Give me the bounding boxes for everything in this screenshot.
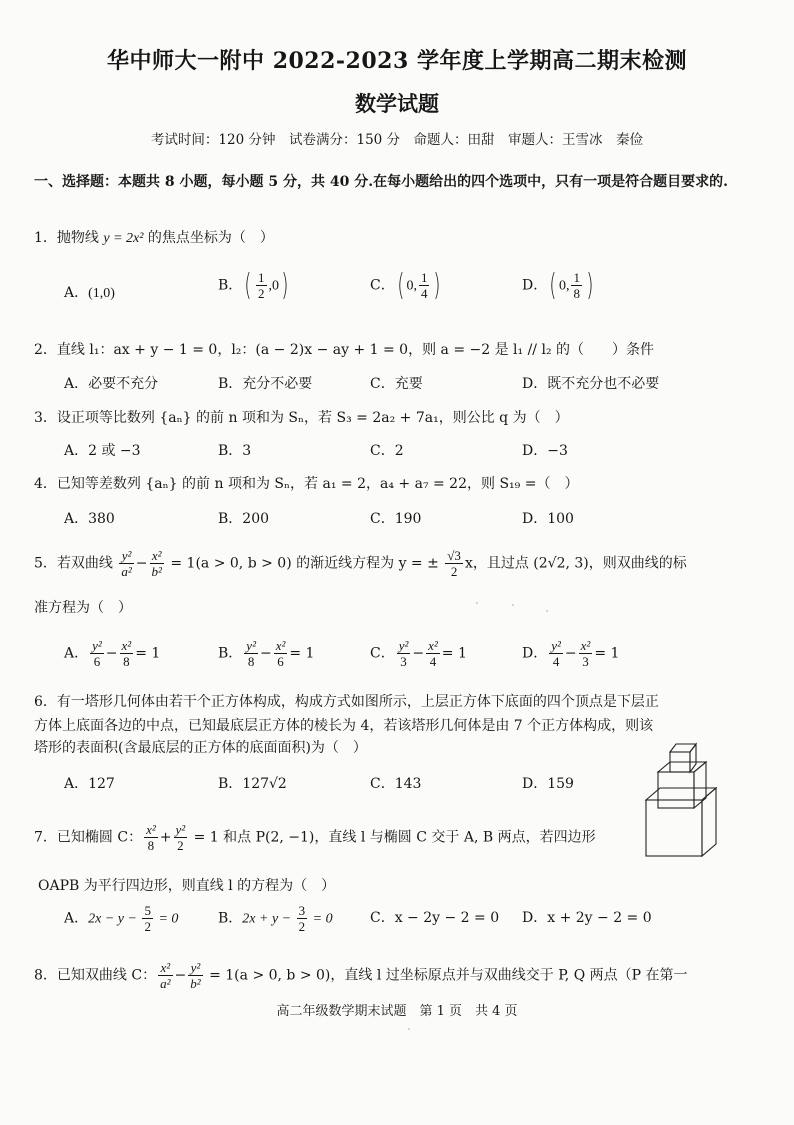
option-c: C．充要 [370, 376, 423, 392]
option-a: A．127 [64, 776, 115, 792]
question-7-continued: OAPB 为平行四边形，则直线 l 的方程为（ ） [38, 878, 336, 894]
question-6-line-2: 方体上底面各边的中点，已知最底层正方体的棱长为 4，若该塔形几何体是由 7 个正方体构成，则该 [34, 718, 654, 734]
option-b: B．2x + y − $\frac{3}{2}$ = 0 [218, 903, 333, 934]
option-a: A．必要不充分 [64, 376, 159, 392]
question-6-line-3: 塔形的表面积(含最底层的正方体的底面面积)为（ ） [34, 740, 367, 756]
option-b: B．( $\frac{1}{2}$ ,0) [218, 267, 289, 303]
option-b: B．3 [218, 443, 252, 459]
question-5: 5．若双曲线 $\frac{\text{y²}}{\text{a²}}$ − $\frac{\text{x²}}{\text{b²}}$ = 1(a > 0, b > 0) 的渐近线方程为 y = ± $\frac{√3}{2}$ x，且过点 (2√2, 3)，则双曲线的标 [34, 548, 687, 579]
exam-meta: 考试时间：120 分钟 试卷满分：150 分 命题人：田甜 审题人：王雪冰 秦俭 [150, 132, 644, 148]
option-d: D．( 0, $\frac{1}{8}$ ) [522, 267, 594, 303]
option-c: C．2 [370, 443, 404, 459]
scan-speck [512, 604, 514, 606]
question-4: 4．已知等差数列 {aₙ} 的前 n 项和为 Sₙ，若 a₁ = 2，a₄ + a₇ = 22，则 S₁₉ =（ ） [34, 476, 579, 492]
question-5-continued: 准方程为（ ） [34, 600, 132, 616]
exam-title: 华中师大一附中 2022-2023 学年度上学期高二期末检测 [107, 48, 687, 74]
option-c: C．x − 2y − 2 = 0 [370, 910, 500, 926]
question-text: 抛物线 [56, 230, 104, 246]
option-a: A．(1,0) [64, 285, 115, 301]
question-number: 1． [34, 230, 57, 246]
option-d: D． $\frac{\text{y²}}{4}$ − $\frac{\text{x²}}{3}$ = 1 [522, 638, 620, 669]
option-b: B．200 [218, 511, 270, 527]
option-a: A． $\frac{\text{y²}}{6}$ − $\frac{\text{x²}}{8}$ = 1 [64, 638, 161, 669]
page-footer: 高二年级数学期末试题 第 1 页 共 4 页 [276, 1004, 518, 1019]
option-b: B．充分不必要 [218, 376, 313, 392]
exam-subtitle: 数学试题 [355, 91, 439, 116]
option-c: C．190 [370, 511, 422, 527]
question-text: 的焦点坐标为（ ） [143, 230, 274, 246]
option-b: B． $\frac{\text{y²}}{8}$ − $\frac{\text{x²}}{6}$ = 1 [218, 638, 315, 669]
scan-speck [408, 1028, 410, 1030]
question-8: 8．已知双曲线 C： $\frac{\text{x²}}{\text{a²}}$ − $\frac{\text{y²}}{\text{b²}}$ = 1(a > 0, b > 0)，直线 l 过坐标原点并与双曲线交于 P, Q 两点（P 在第一 [34, 960, 688, 991]
option-d: D．x + 2y − 2 = 0 [522, 910, 652, 926]
question-7: 7．已知椭圆 C： $\frac{\text{x²}}{8}$ + $\frac{\text{y²}}{2}$ = 1 和点 P(2, −1)，直线 l 与椭圆 C 交于 A, B 两点，若四边形 [34, 822, 596, 853]
option-d: D．既不充分也不必要 [522, 376, 660, 392]
question-2: 2．直线 l₁：ax + y − 1 = 0，l₂：(a − 2)x − ay + 1 = 0，则 a = −2 是 l₁ // l₂ 的（ ）条件 [34, 342, 655, 358]
option-d: D．100 [522, 511, 574, 527]
option-c: C． $\frac{\text{y²}}{3}$ − $\frac{\text{x²}}{4}$ = 1 [370, 638, 467, 669]
question-6: 6．有一塔形几何体由若干个正方体构成，构成方式如图所示，上层正方体下底面的四个顶点是下层正 [34, 694, 659, 710]
option-a: A．2 或 −3 [64, 443, 141, 459]
option-d: D．−3 [522, 443, 568, 459]
scan-speck [546, 610, 548, 612]
question-1 [34, 228, 274, 249]
scan-speck [476, 602, 478, 604]
question-3: 3．设正项等比数列 {aₙ} 的前 n 项和为 Sₙ，若 S₃ = 2a₂ + 7a₁，则公比 q 为（ ） [34, 410, 569, 426]
option-b: B．127√2 [218, 776, 287, 792]
option-a: A．380 [64, 511, 115, 527]
question-formula: y = 2x² [103, 231, 144, 246]
option-c: C．143 [370, 776, 422, 792]
option-d: D．159 [522, 776, 574, 792]
cube-tower-figure [636, 738, 722, 858]
option-c: C．( 0, $\frac{1}{4}$ ) [370, 267, 441, 303]
section-heading: 一、选择题：本题共 8 小题，每小题 5 分，共 40 分.在每小题给出的四个选项中，只有一项是符合题目要求的. [34, 174, 728, 190]
option-a: A．2x − y − $\frac{5}{2}$ = 0 [64, 903, 179, 934]
